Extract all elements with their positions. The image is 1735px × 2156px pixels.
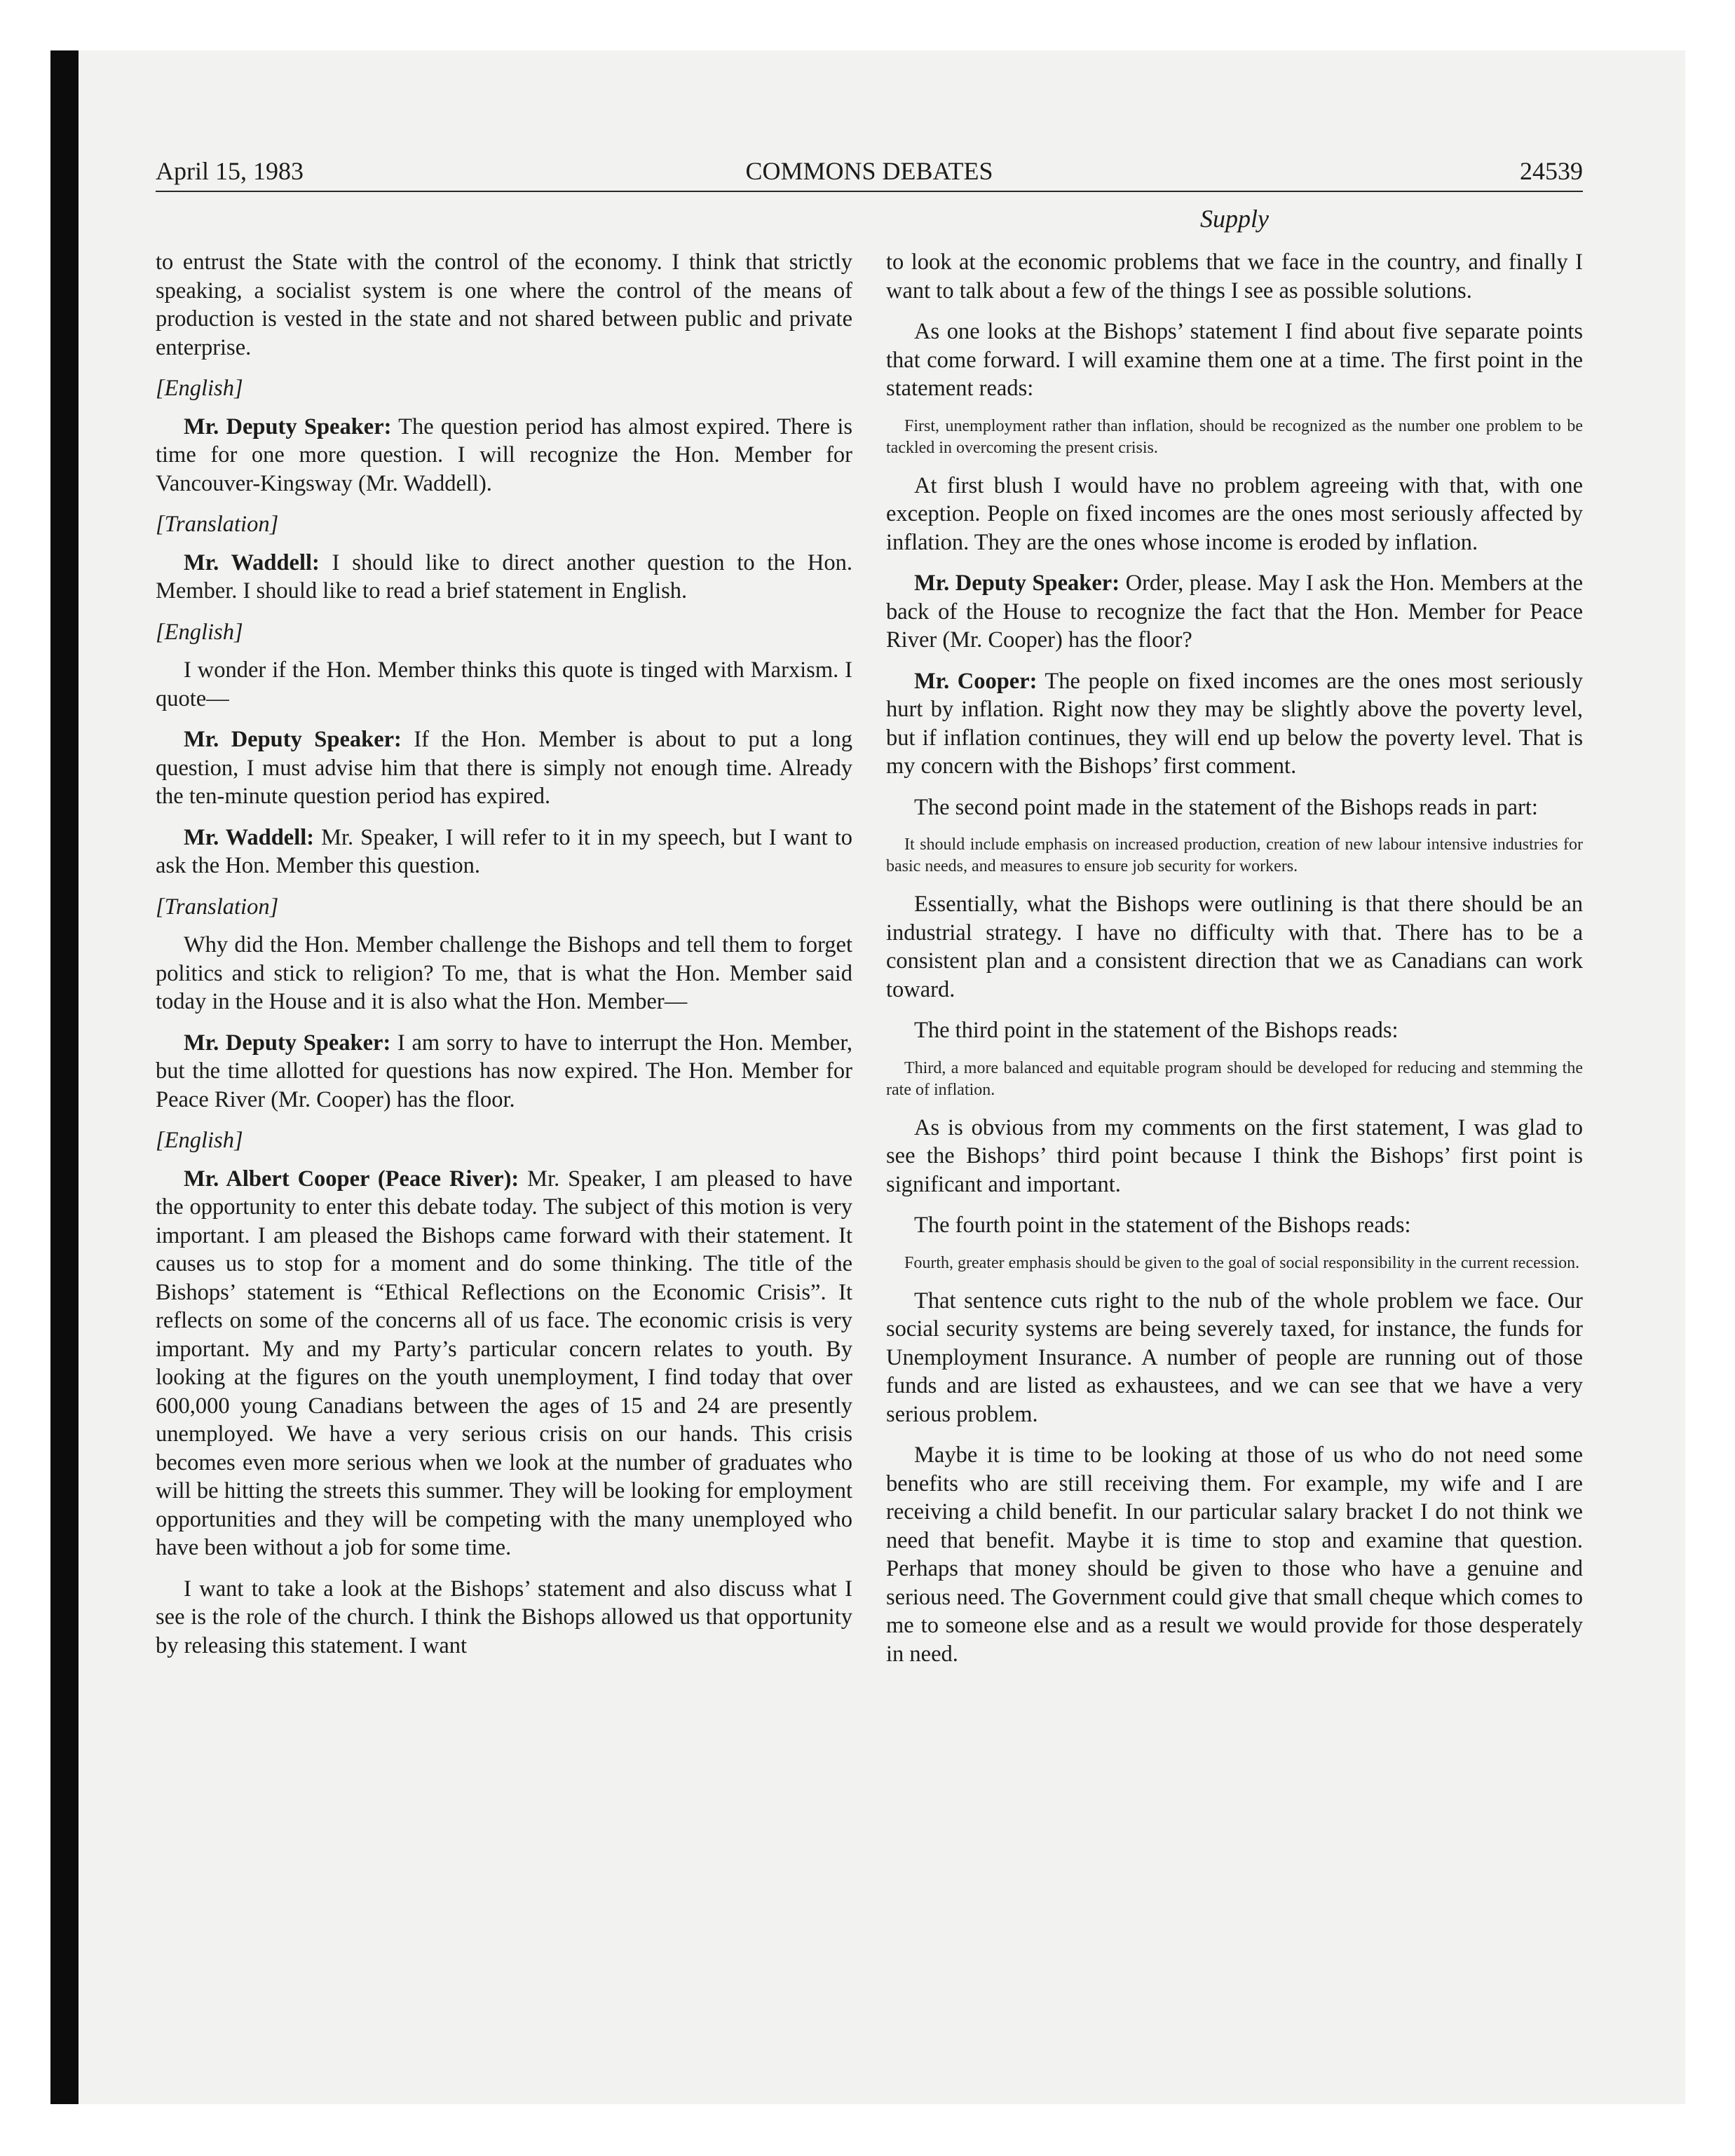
speech-paragraph xyxy=(156,1165,852,1562)
speech-text: The people on fixed incomes are the ones most seriously hurt by inflation. Right now they may be slightly above the poverty level, but if inflation continues, they will end up below the poverty level. That is my concern with the Bishops’ first comment. xyxy=(886,668,1583,779)
speaker-name: Mr. Cooper: xyxy=(914,668,1037,694)
language-marker: [English] xyxy=(156,376,243,401)
paragraph: That sentence cuts right to the nub of the whole problem we face. Our social security systems are being severely taxed, for instance, the funds for Unemployment Insurance. A number of people are running out of those funds and are listed as exhaustees, and we can see that we have a very serious problem. xyxy=(886,1288,1583,1427)
speech-text: The question period has almost expired. There is time for one more question. I will recognize the Hon. Member for Vancouver-Kingsway (Mr. Waddell). xyxy=(156,414,853,496)
section-title: Supply xyxy=(1200,205,1269,233)
paragraph: Why did the Hon. Member challenge the Bishops and tell them to forget politics and stick to religion? To me, that is what the Hon. Member said today in the House and it is also what the Hon. Member— xyxy=(156,932,852,1014)
page-header xyxy=(156,156,1583,192)
paragraph: I want to take a look at the Bishops’ statement and also discuss what I see is the role of the church. I think the Bishops allowed us that opportunity by releasing this statement. I want xyxy=(156,1576,852,1658)
paragraph: The third point in the statement of the Bishops reads: xyxy=(914,1018,1399,1043)
paragraph: At first blush I would have no problem agreeing with that, with one exception. People on fixed incomes are the ones most seriously affected by inflation. They are the ones whose income is eroded by inflation. xyxy=(886,472,1583,555)
language-marker: [Translation] xyxy=(156,512,279,537)
speaker-name: Mr. Waddell: xyxy=(184,550,320,575)
paragraph: Maybe it is time to be looking at those of us who do not need some benefits who are still receiving them. For example, my wife and I are receiving a child benefit. In our particular salary bracket I do not think we need that benefit. Maybe it is time to stop and examine that question. Perhaps that money should be given to those who have a genuine and serious need. The Government could give that small cheque which comes to me to someone else and as a result we would provide for those desperately in need. xyxy=(886,1442,1583,1667)
paragraph: I wonder if the Hon. Member thinks this quote is tinged with Marxism. I quote— xyxy=(156,657,852,711)
speaker-name: Mr. Albert Cooper (Peace River): xyxy=(184,1166,519,1192)
paragraph: to look at the economic problems that we face in the country, and finally I want to talk about a few of the things I see as possible solutions. xyxy=(886,250,1583,303)
paragraph: As one looks at the Bishops’ statement I find about five separate points that come forward. I will examine them one at a time. The first point in the statement reads: xyxy=(886,319,1583,401)
paragraph: The second point made in the statement of the Bishops reads in part: xyxy=(914,794,1538,820)
speech-paragraph xyxy=(886,569,1583,655)
speaker-name: Mr. Deputy Speaker: xyxy=(184,727,402,752)
speaker-name: Mr. Waddell: xyxy=(184,824,315,850)
language-marker: [English] xyxy=(156,1128,243,1153)
speech-text: Order, please. May I ask the Hon. Members at the back of the House to recognize the fact that the Hon. Member for Peace River (Mr. Cooper) has the floor? xyxy=(886,571,1584,653)
left-column xyxy=(156,248,852,1672)
speech-text: If the Hon. Member is about to put a long question, I must advise him that there is simply not enough time. Already the ten-minute question period has expired. xyxy=(156,727,852,809)
speech-paragraph xyxy=(156,413,852,498)
language-marker: [English] xyxy=(156,619,243,645)
speech-text: I should like to direct another question to the Hon. Member. I should like to read a brief statement in English. xyxy=(156,550,852,603)
paragraph: As is obvious from my comments on the first statement, I was glad to see the Bishops’ third point because I think the Bishops’ first point is significant and important. xyxy=(886,1114,1583,1197)
speech-paragraph xyxy=(886,667,1583,781)
block-quote: Fourth, greater emphasis should be given to the goal of social responsibility in the current recession. xyxy=(904,1253,1580,1272)
speech-paragraph xyxy=(156,1029,852,1114)
language-marker: [Translation] xyxy=(156,894,279,920)
speaker-name: Mr. Deputy Speaker: xyxy=(184,414,392,439)
header-journal-title: COMMONS DEBATES xyxy=(745,157,993,185)
speaker-name: Mr. Deputy Speaker: xyxy=(914,571,1120,596)
header-page-number: 24539 xyxy=(1520,157,1583,185)
paragraph: Essentially, what the Bishops were outlining is that there should be an industrial strategy. I have no difficulty with that. There has to be a consistent plan and a consistent direction that we as Canadians can work toward. xyxy=(886,892,1583,1002)
speech-text: Mr. Speaker, I am pleased to have the opportunity to enter this debate today. The subject of this motion is very important. I am pleased the Bishops came forward with their statement. It causes us to stop for a moment and do some thinking. The title of the Bishops’ statement is “Ethical Reflections on the Economic Crisis”. It reflects on some of the concerns all of us face. The economic crisis is very important. My and my Party’s particular concern relates to youth. By looking at the figures on the youth unemployment, I find today that over 600,000 young Canadians between the ages of 15 and 24 are presently unemployed. We have a very serious crisis on our hands. This crisis becomes even more serious when we look at the number of graduates who will be hitting the streets this summer. They will be looking for employment opportunities and they will be competing with the many unemployed who have been without a job for some time. xyxy=(156,1166,852,1560)
paragraph: to entrust the State with the control of the economy. I think that strictly speaking, a socialist system is one where the control of the means of production is vested in the state and not shared between public and private enterprise. xyxy=(156,250,852,360)
right-column xyxy=(886,248,1583,1681)
speaker-name: Mr. Deputy Speaker: xyxy=(184,1030,391,1056)
block-quote: First, unemployment rather than inflation, should be recognized as the number one problem to be tackled in overcoming the present crisis. xyxy=(886,416,1583,457)
block-quote: Third, a more balanced and equitable program should be developed for reducing and stemming the rate of inflation. xyxy=(886,1058,1583,1099)
speech-paragraph xyxy=(156,824,852,880)
paragraph: The fourth point in the statement of the Bishops reads: xyxy=(914,1213,1411,1238)
speech-paragraph xyxy=(156,549,852,606)
header-date: April 15, 1983 xyxy=(156,157,304,185)
speech-text: Mr. Speaker, I will refer to it in my speech, but I want to ask the Hon. Member this question. xyxy=(156,824,852,878)
speech-paragraph xyxy=(156,725,852,811)
scan-edge-bar xyxy=(50,50,79,2104)
speech-text: I am sorry to have to interrupt the Hon. Member, but the time allotted for questions has now expired. The Hon. Member for Peace River (Mr. Cooper) has the floor. xyxy=(156,1030,852,1112)
block-quote: It should include emphasis on increased production, creation of new labour intensive industries for basic needs, and measures to ensure job security for workers. xyxy=(886,835,1583,875)
